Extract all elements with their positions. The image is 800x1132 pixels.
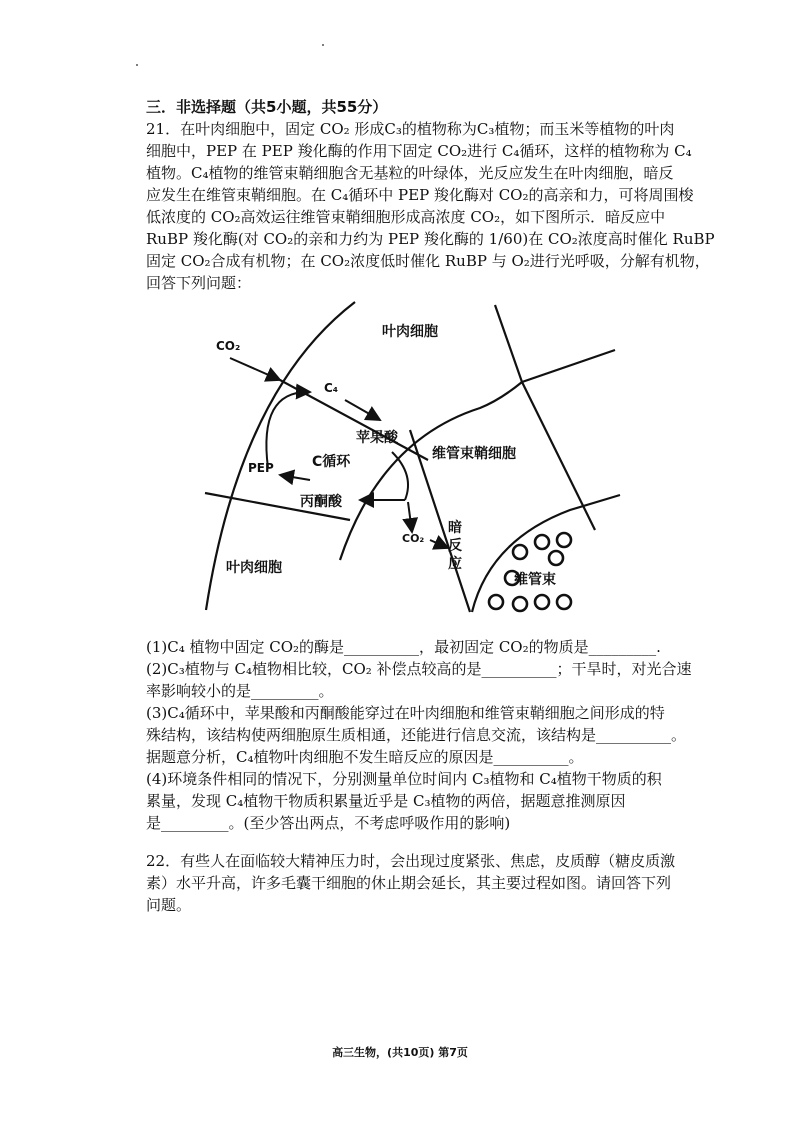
cell-wall bbox=[522, 350, 615, 382]
section-title: 三．非选择题（共5小题，共55分） bbox=[146, 98, 388, 116]
scan-speck bbox=[136, 64, 138, 66]
label-dark-reaction: 反 bbox=[448, 538, 462, 554]
co2-to-dark-arrow bbox=[430, 540, 448, 548]
cell-wall bbox=[522, 382, 595, 530]
label-bundle-sheath: 维管束鞘细胞 bbox=[432, 446, 516, 462]
label-pep: PEP bbox=[248, 461, 274, 475]
q21-intro-line: RuBP 羧化酶(对 CO₂的亲和力约为 PEP 羧化酶的 1/60)在 CO₂浓度高时催化 RuBP bbox=[146, 230, 715, 248]
q21-question-line: (3)C₄循环中，苹果酸和丙酮酸能穿过在叶肉细胞和维管束鞘细胞之间形成的特 bbox=[146, 704, 665, 722]
c4-pathway-diagram bbox=[150, 300, 630, 620]
label-mesophyll-top: 叶肉细胞 bbox=[382, 324, 438, 340]
q22-line: 问题。 bbox=[146, 896, 192, 914]
q21-intro-line: 植物。C₄植物的维管束鞘细胞含无基粒的叶绿体，光反应发生在叶肉细胞，暗反 bbox=[146, 164, 674, 182]
q21-intro-line: 21．在叶肉细胞中，固定 CO₂ 形成C₃的植物称为C₃植物；而玉米等植物的叶肉 bbox=[146, 120, 675, 138]
label-c4-cycle: C循环 bbox=[312, 454, 351, 470]
q21-question-line: 率影响较小的是_________。 bbox=[146, 682, 334, 700]
q21-question-line: (1)C₄ 植物中固定 CO₂的酶是__________，最初固定 CO₂的物质是_________. bbox=[146, 638, 661, 656]
label-co2-in: CO₂ bbox=[216, 339, 241, 353]
q21-intro-line: 低浓度的 CO₂高效运往维管束鞘细胞形成高浓度 CO₂，如下图所示．暗反应中 bbox=[146, 208, 666, 226]
q21-intro-line: 应发生在维管束鞘细胞。在 C₄循环中 PEP 羧化酶对 CO₂的高亲和力，可将周围梭 bbox=[146, 186, 694, 204]
q21-intro-line: 回答下列问题： bbox=[146, 274, 252, 292]
label-co2-inner: CO₂ bbox=[402, 532, 425, 545]
page-footer: 高三生物，(共10页) 第7页 bbox=[332, 1046, 468, 1059]
q22-line: 22．有些人在面临较大精神压力时，会出现过度紧张、焦虑，皮质醇（糖皮质激 bbox=[146, 852, 676, 870]
label-c4: C₄ bbox=[324, 381, 339, 395]
pyruvate-to-pep-arrow bbox=[280, 475, 310, 480]
q21-question-line: 是_________。(至少答出两点，不考虑呼吸作用的影响) bbox=[146, 814, 511, 832]
q21-question-line: (2)C₃植物与 C₄植物相比较，CO₂ 补偿点较高的是__________；干旱时，对光合速 bbox=[146, 660, 692, 678]
to-co2-arrow bbox=[408, 502, 412, 532]
q22-line: 素）水平升高，许多毛囊干细胞的休止期会延长，其主要过程如图。请回答下列 bbox=[146, 874, 672, 892]
malate-split-line bbox=[392, 452, 408, 500]
q21-question-line: (4)环境条件相同的情况下，分别测量单位时间内 C₃植物和 C₄植物干物质的积 bbox=[146, 770, 662, 788]
label-dark-reaction: 应 bbox=[448, 556, 462, 572]
co2-in-arrow bbox=[230, 358, 280, 380]
q21-intro-line: 固定 CO₂合成有机物；在 CO₂浓度低时催化 RuBP 与 O₂进行光呼吸，分解有机物， bbox=[146, 252, 710, 270]
cell-wall bbox=[495, 305, 522, 382]
label-vascular-bundle: 维管束 bbox=[514, 572, 556, 588]
label-dark-reaction: 暗 bbox=[448, 520, 462, 536]
bundle-sheath-boundary bbox=[340, 382, 522, 560]
scan-speck bbox=[322, 44, 324, 46]
q21-question-line: 累量，发现 C₄植物干物质积累量近乎是 C₃植物的两倍，据题意推测原因 bbox=[146, 792, 626, 810]
q21-intro-line: 细胞中，PEP 在 PEP 羧化酶的作用下固定 CO₂进行 C₄循环，这样的植物称为 C₄ bbox=[146, 142, 692, 160]
label-mesophyll-bottom: 叶肉细胞 bbox=[226, 560, 282, 576]
q21-question-line: 殊结构，该结构使两细胞原生质相通，还能进行信息交流，该结构是__________。 bbox=[146, 726, 687, 744]
label-malate: 苹果酸 bbox=[356, 430, 398, 446]
label-pyruvate: 丙酮酸 bbox=[300, 494, 342, 510]
pep-to-c4-arrow bbox=[266, 392, 310, 468]
q21-question-line: 据题意分析，C₄植物叶肉细胞不发生暗反应的原因是__________。 bbox=[146, 748, 584, 766]
